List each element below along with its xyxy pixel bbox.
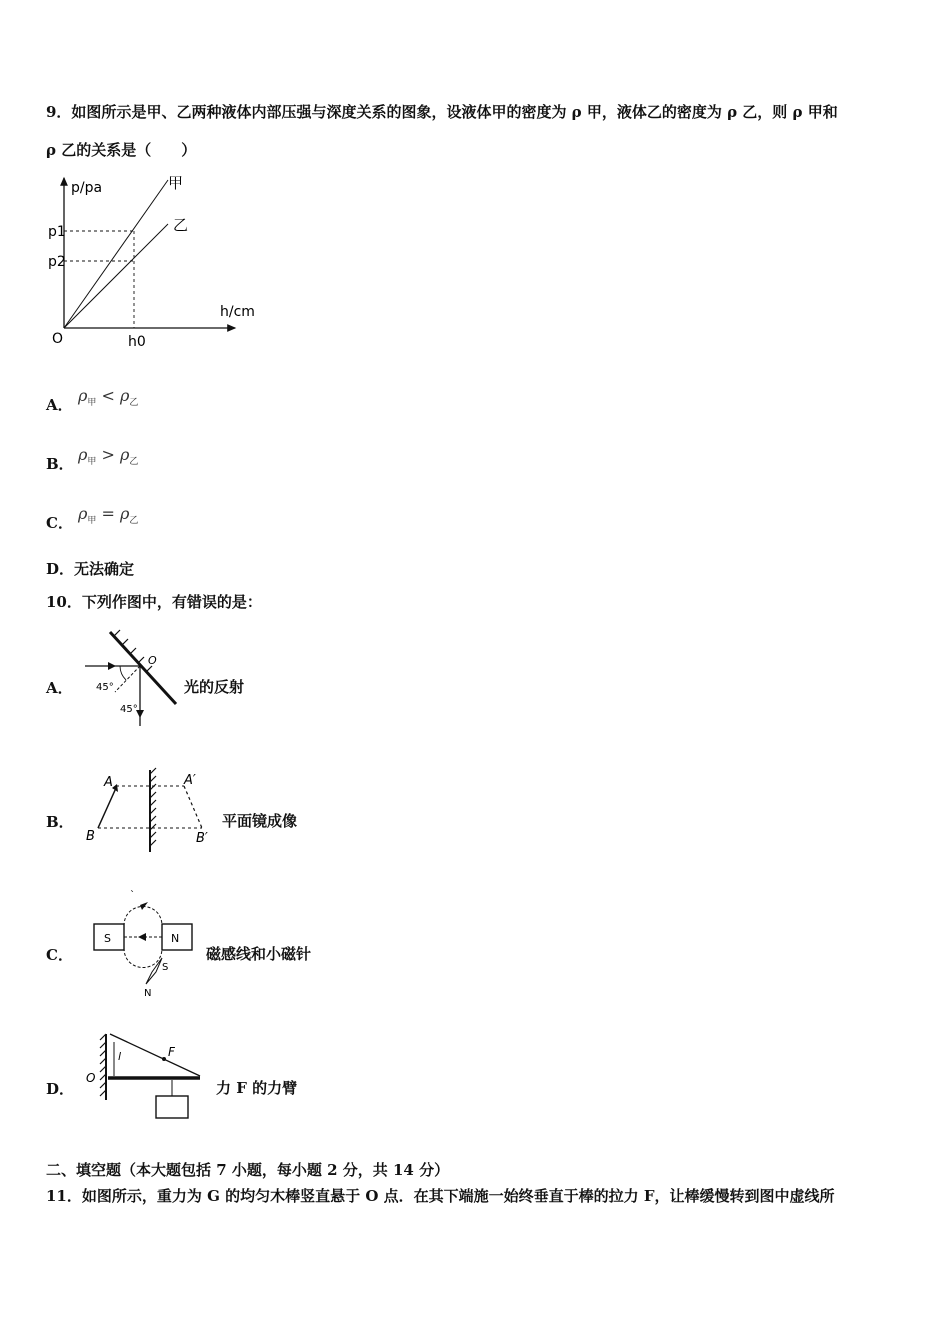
origin-label: O <box>52 331 64 347</box>
svg-text:S: S <box>162 962 169 973</box>
svg-text:S: S <box>104 932 111 945</box>
q10-option-a-label[interactable]: A． <box>46 679 73 697</box>
q10-option-c-text: 磁感线和小磁针 <box>206 945 312 963</box>
svg-text:A′: A′ <box>184 773 196 788</box>
y-axis-label: p/pa <box>71 180 103 196</box>
svg-text:A: A <box>104 775 113 790</box>
svg-text:`: ` <box>130 890 135 901</box>
h0-label: h0 <box>128 334 146 350</box>
section2-title: 二、填空题（本大题包括 7 小题，每小题 2 分，共 14 分） <box>46 1161 450 1179</box>
q9-option-a-formula: $\rho_甲 < \rho_乙$ <box>78 386 139 409</box>
line-jia-label: 甲 <box>168 174 184 192</box>
lever-arm-diagram <box>84 1030 212 1122</box>
q9-option-b-formula: $\rho_甲 > \rho_乙$ <box>78 445 139 468</box>
svg-text:F: F <box>168 1045 175 1059</box>
q9-option-c-formula: $\rho_甲 = \rho_乙$ <box>78 504 139 527</box>
q10-option-b-label[interactable]: B． <box>46 813 74 831</box>
q10-option-c-label[interactable]: C． <box>46 946 73 964</box>
q10-option-d-text: 力 F 的力臂 <box>216 1079 298 1097</box>
svg-text:B: B <box>86 829 95 844</box>
svg-text:45°: 45° <box>96 682 114 693</box>
svg-text:N: N <box>171 932 180 945</box>
option-label: A． <box>46 396 73 414</box>
p1-label: p1 <box>48 224 66 240</box>
q9-option-d[interactable]: D．无法确定 <box>46 560 135 578</box>
q9-option-a[interactable] <box>46 394 73 415</box>
svg-text:O: O <box>148 654 157 667</box>
q10-option-b-text: 平面镜成像 <box>222 812 298 830</box>
svg-text:B′: B′ <box>196 831 208 846</box>
svg-text:N: N <box>144 988 152 999</box>
svg-text:O: O <box>86 1071 96 1085</box>
q11-text: 11．如图所示，重力为 G 的均匀木棒竖直悬于 O 点．在其下端施一始终垂直于棒的拉力 F，让棒缓慢转到图中虚线所 <box>46 1187 835 1205</box>
plane-mirror-diagram <box>84 766 224 856</box>
q10-title: 10．下列作图中，有错误的是： <box>46 593 262 611</box>
q10-option-d-label[interactable]: D． <box>46 1080 75 1098</box>
q9-option-c[interactable]: C． <box>46 514 73 532</box>
q9-line1: 9．如图所示是甲、乙两种液体内部压强与深度关系的图象，设液体甲的密度为 ρ 甲，液体乙的密度为 ρ 乙，则 ρ 甲和 <box>46 103 838 121</box>
magnetic-field-diagram <box>90 888 205 1000</box>
svg-text:45°: 45° <box>120 704 138 715</box>
x-axis-label: h/cm <box>220 304 255 320</box>
line-jia <box>64 180 168 328</box>
line-yi-label: 乙 <box>173 216 189 234</box>
svg-text:l: l <box>118 1050 122 1063</box>
reflection-diagram <box>80 628 185 733</box>
q10-option-a-text: 光的反射 <box>184 678 245 696</box>
p2-label: p2 <box>48 254 66 270</box>
q9-option-b[interactable]: B． <box>46 455 74 473</box>
line-yi <box>64 224 168 328</box>
pressure-depth-graph <box>40 168 270 358</box>
q9-line2: ρ 乙的关系是（ ） <box>46 141 197 159</box>
